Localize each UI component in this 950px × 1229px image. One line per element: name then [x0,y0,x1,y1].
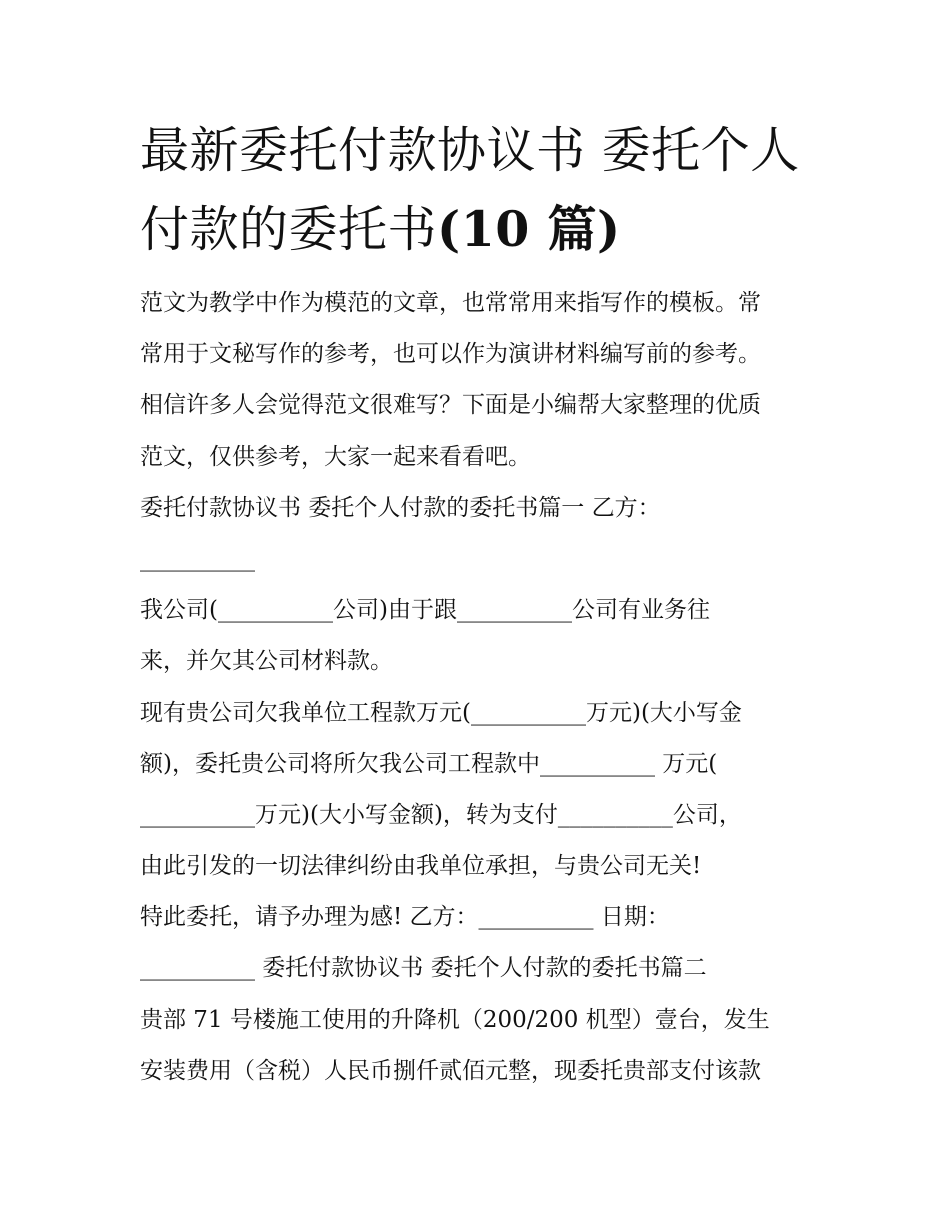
document-title [140,112,830,268]
body-line: __________万元)(大小写金额)，转为支付__________公司， [140,801,742,828]
body-line: 额)，委托贵公司将所欠我公司工程款中__________ 万元( [140,750,718,777]
body-line: 范文为教学中作为模范的文章，也常常用来指写作的模板。常 [140,290,761,316]
signature-blank: __________ [140,545,255,572]
body-line: 常用于文秘写作的参考，也可以作为演讲材料编写前的参考。 [140,341,761,368]
body-line: 来，并欠其公司材料款。 [140,648,393,675]
body-line: 贵部 71 号楼施工使用的升降机（200/200 机型）壹台，发生 [140,1006,770,1033]
body-line: __________ 委托付款协议书 委托个人付款的委托书篇二 [140,955,707,982]
document-body [140,278,830,1097]
title-count: (10 篇) [437,200,621,258]
body-line: 安装费用（含税）人民币捌仟贰佰元整，现委托贵部支付该款 [140,1057,761,1084]
title-line-2-text: 付款的委托书 [140,201,438,258]
body-line: 范文，仅供参考，大家一起来看看吧。 [140,443,531,470]
title-line-2 [140,190,830,268]
body-line: 委托付款协议书 委托个人付款的委托书篇一 乙方： [140,494,661,521]
body-line: 我公司(__________公司)由于跟__________公司有业务往 [140,597,710,624]
body-line: 现有贵公司欠我单位工程款万元(__________万元)(大小写金 [140,699,742,726]
body-line: 相信许多人会觉得范文很难写？下面是小编帮大家整理的优质 [140,392,761,419]
body-line: 由此引发的一切法律纠纷由我单位承担，与贵公司无关! [140,853,702,880]
title-line-1: 最新委托付款协议书 委托个人 [140,122,800,179]
body-line: 特此委托，请予办理为感! 乙方：__________ 日期： [140,904,670,931]
